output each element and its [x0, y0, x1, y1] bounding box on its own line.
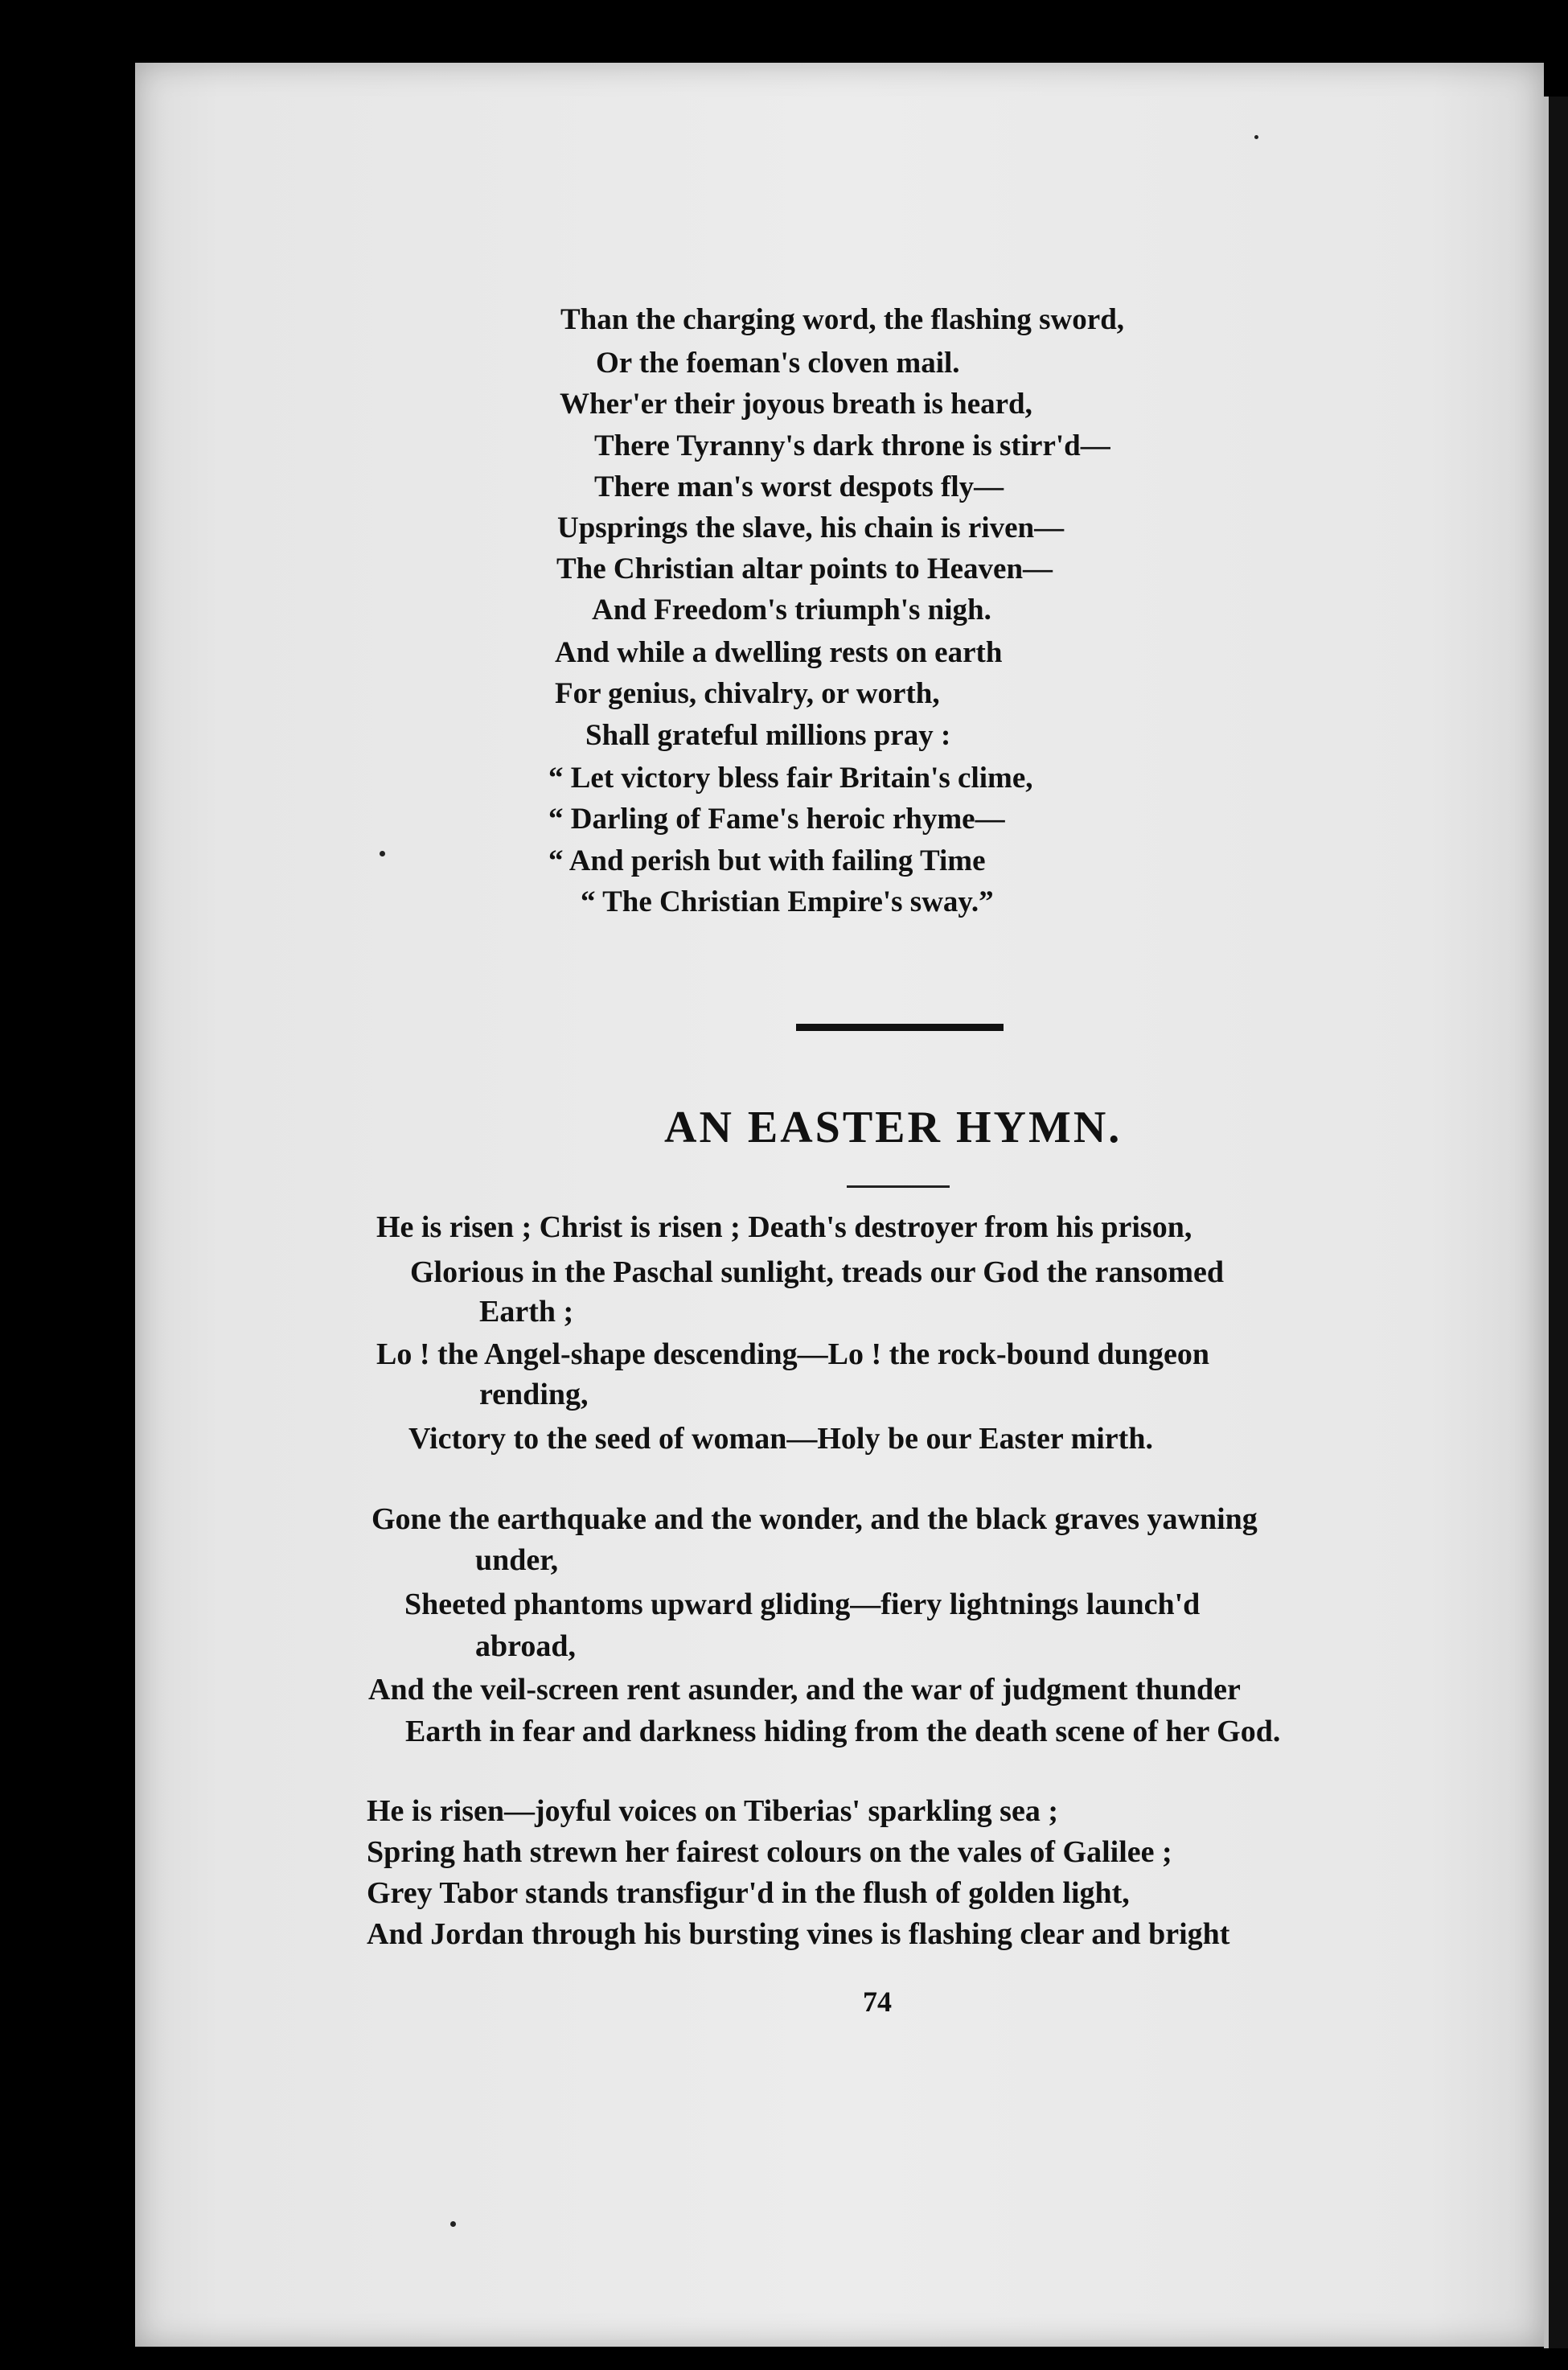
hymn-line: And the veil-screen rent asunder, and the war of judgment thunder — [368, 1673, 1241, 1707]
poem-line: There Tyranny's dark throne is stirr'd— — [594, 429, 1110, 462]
poem-line: There man's worst despots fly— — [594, 470, 1004, 503]
scan-speck — [380, 851, 385, 856]
hymn-line: Glorious in the Paschal sunlight, treads our God the ransomed — [410, 1255, 1225, 1289]
hymn-line: Earth in fear and darkness hiding from the death scene of her God. — [405, 1715, 1281, 1748]
scan-speck — [1254, 135, 1258, 139]
poem-line: Or the foeman's cloven mail. — [596, 347, 960, 380]
hymn-line: Earth ; — [479, 1295, 574, 1329]
page-edge — [1544, 97, 1568, 2348]
hymn-line: under, — [475, 1543, 559, 1577]
poem-line: “ Let victory bless fair Britain's clime, — [548, 762, 1033, 795]
poem-line: And Freedom's triumph's nigh. — [592, 594, 991, 626]
hymn-line: rending, — [479, 1378, 589, 1411]
hymn-line: Victory to the seed of woman—Holy be our Easter mirth. — [408, 1422, 1153, 1456]
poem-line: “ The Christian Empire's sway.” — [581, 885, 994, 918]
hymn-line: Gone the earthquake and the wonder, and the black graves yawning — [371, 1502, 1258, 1536]
hymn-line: And Jordan through his bursting vines is flashing clear and bright — [367, 1917, 1230, 1951]
scan-speck — [450, 2221, 456, 2227]
poem-line: The Christian altar points to Heaven— — [556, 552, 1053, 585]
poem-line: “ Darling of Fame's heroic rhyme— — [548, 803, 1005, 836]
poem-line: Upsprings the slave, his chain is riven— — [557, 511, 1065, 544]
hymn-line: Sheeted phantoms upward gliding—fiery lightnings launch'd — [404, 1588, 1201, 1621]
hymn-line: abroad, — [475, 1629, 576, 1663]
poem-line: Shall grateful millions pray : — [585, 719, 951, 752]
poem-line: And while a dwelling rests on earth — [555, 636, 1003, 669]
hymn-line: Grey Tabor stands transfigur'd in the flush of golden light, — [367, 1876, 1130, 1910]
title-underline — [847, 1185, 950, 1188]
hymn-line: He is risen—joyful voices on Tiberias' sparkling sea ; — [367, 1794, 1058, 1828]
hymn-line: Lo ! the Angel-shape descending—Lo ! the rock-bound dungeon — [376, 1337, 1210, 1371]
hymn-line: He is risen ; Christ is risen ; Death's destroyer from his prison, — [376, 1210, 1192, 1244]
hymn-line: Spring hath strewn her fairest colours on the vales of Galilee ; — [367, 1835, 1172, 1869]
poem-line: “ And perish but with failing Time — [548, 844, 986, 877]
section-divider — [796, 1024, 1004, 1031]
page-number: 74 — [863, 1986, 892, 2018]
poem-line: Wher'er their joyous breath is heard, — [560, 388, 1032, 421]
poem-line: For genius, chivalry, or worth, — [555, 677, 940, 710]
poem-line: Than the charging word, the flashing sword, — [560, 303, 1125, 336]
hymn-title: AN EASTER HYMN. — [664, 1103, 1123, 1152]
